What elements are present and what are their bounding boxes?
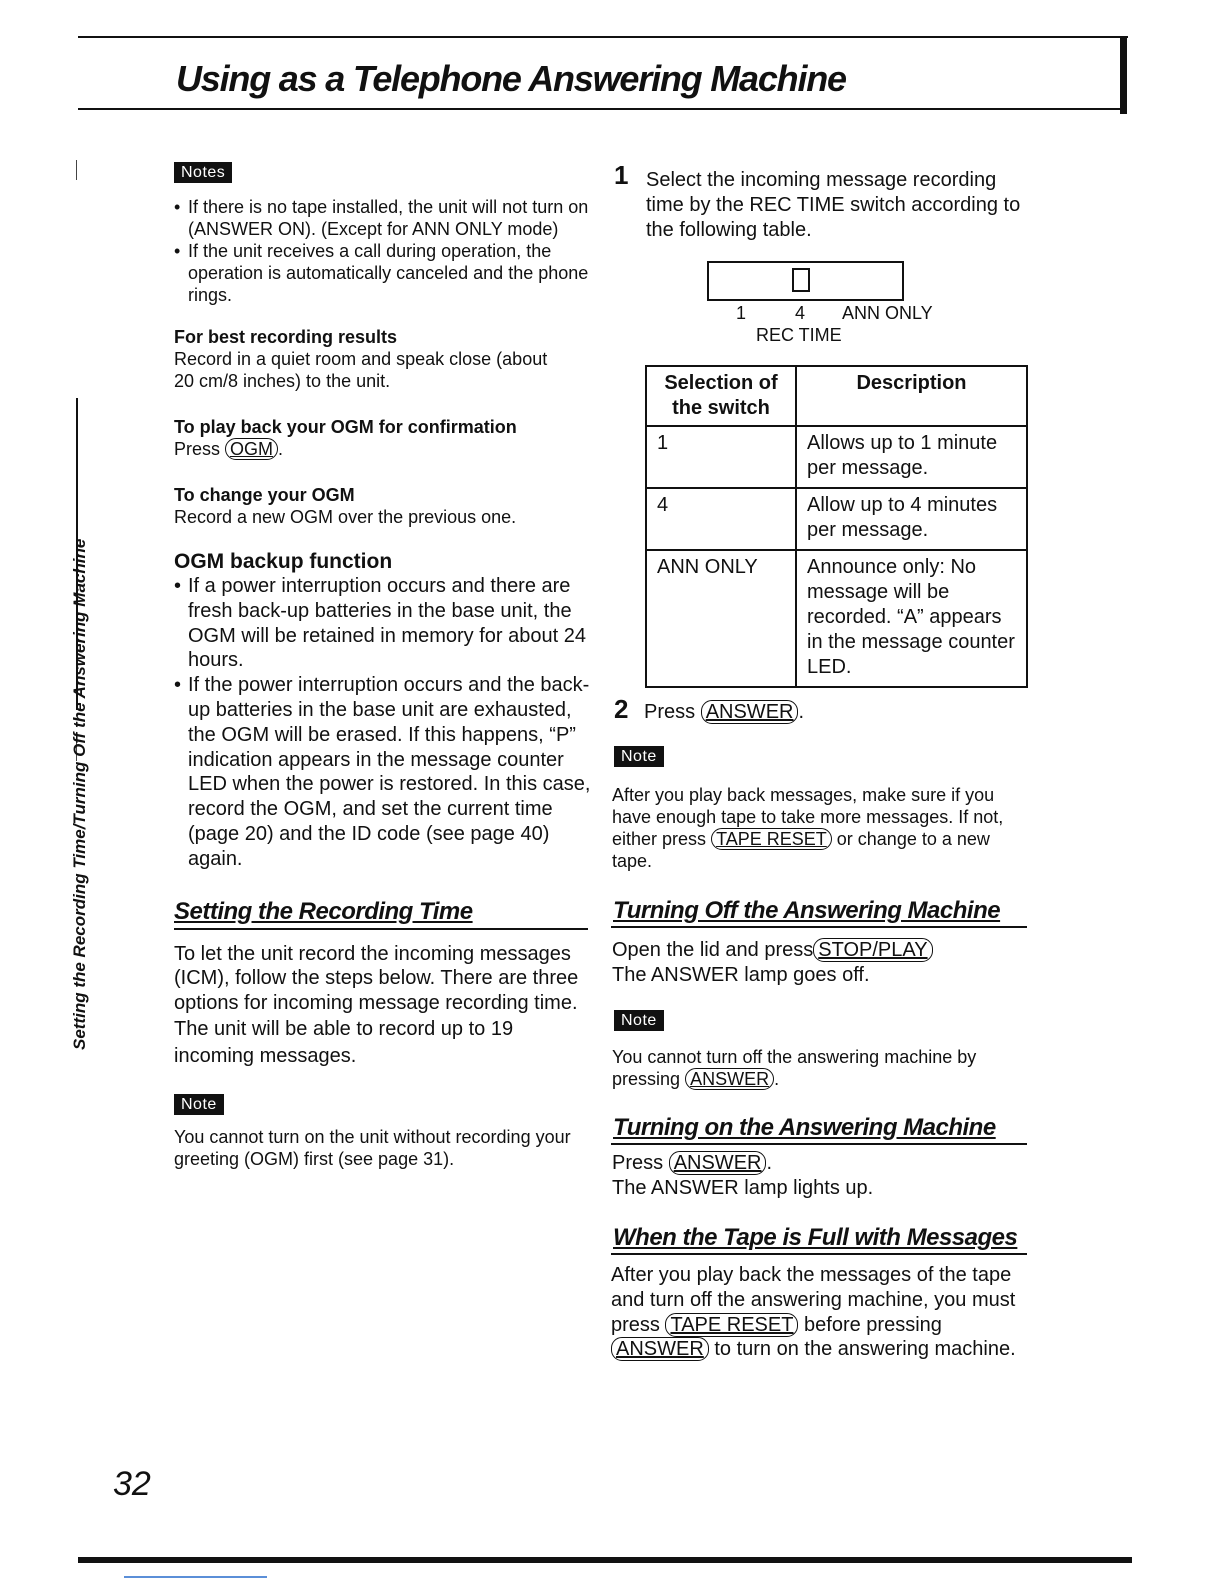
list-item: • If a power interruption occurs and there are fresh back-up batteries in the base unit, the OGM will be retained in memory for about 24 hours. bbox=[174, 574, 592, 673]
table-cell: ANN ONLY bbox=[646, 550, 796, 687]
scan-artifact-line bbox=[124, 1576, 267, 1578]
table-row bbox=[646, 426, 1027, 488]
setting-heading: Setting the Recording Time bbox=[174, 897, 473, 925]
step-1-text: Select the incoming message recording time by the REC TIME switch according to the following table. bbox=[646, 169, 1021, 241]
rec-time-table bbox=[645, 365, 1028, 688]
table-cell: Allows up to 1 minute per message. bbox=[796, 426, 1027, 488]
answer-key: ANSWER bbox=[701, 700, 799, 724]
table-header: Description bbox=[796, 366, 1027, 426]
heading-rule bbox=[611, 1143, 1027, 1145]
notes-badge: Notes bbox=[174, 162, 232, 183]
list-item: • If the unit receives a call during operation, the operation is automatically canceled and the phone rings. bbox=[174, 240, 594, 306]
step-2-text: Press ANSWER . bbox=[644, 701, 805, 723]
backup-heading: OGM backup function bbox=[174, 550, 393, 573]
playback-text: Press OGM . bbox=[174, 439, 284, 459]
playback-heading: To play back your OGM for confirmation bbox=[174, 417, 517, 437]
note-badge: Note bbox=[614, 746, 664, 767]
heading-rule bbox=[174, 928, 588, 930]
turning-on-heading: Turning on the Answering Machine bbox=[613, 1114, 996, 1141]
answer-key: ANSWER bbox=[669, 1151, 767, 1175]
tape-reset-key: TAPE RESET bbox=[665, 1313, 798, 1337]
tape-reset-key: TAPE RESET bbox=[711, 828, 832, 850]
best-results-heading: For best recording results bbox=[174, 327, 398, 347]
list-item: • If there is no tape installed, the unit will not turn on (ANSWER ON). (Except for ANN ONLY mode) bbox=[174, 196, 594, 240]
table-cell: Announce only: No message will be recorded. “A” appears in the message counter LED. bbox=[796, 550, 1027, 687]
tape-full-heading: When the Tape is Full with Messages bbox=[613, 1224, 1018, 1251]
answer-key: ANSWER bbox=[685, 1068, 774, 1090]
table-cell: 1 bbox=[646, 426, 796, 488]
list-item: • If the power interruption occurs and the back-up batteries in the base unit are exhausted, the OGM will be erased. If this happens, “P” indication appears in the message counter LED when the power is restored. In this case, record the OGM, and set the current time (page 20) and the ID code (see page 40) again. bbox=[174, 673, 592, 871]
switch-caption: REC TIME bbox=[756, 325, 842, 345]
note-text: You cannot turn on the unit without recording your greeting (OGM) first (see page 31). bbox=[174, 1126, 571, 1169]
change-ogm-heading: To change your OGM bbox=[174, 485, 355, 505]
table-row bbox=[646, 550, 1027, 687]
table-header-row bbox=[646, 366, 1027, 426]
step-2-number: 2 bbox=[614, 694, 629, 724]
table-row bbox=[646, 488, 1027, 550]
setting-text-2: The unit will be able to record up to 19 incoming messages. bbox=[174, 1017, 514, 1067]
page-number: 32 bbox=[113, 1465, 151, 1503]
switch-label-ann-only: ANN ONLY bbox=[842, 303, 933, 323]
heading-rule bbox=[611, 926, 1027, 928]
top-rule bbox=[78, 36, 1128, 38]
margin-tick bbox=[76, 160, 77, 180]
page-title: Using as a Telephone Answering Machine bbox=[176, 58, 846, 99]
notes-list bbox=[174, 196, 594, 306]
bottom-rule bbox=[78, 1557, 1132, 1563]
turning-off-heading: Turning Off the Answering Machine bbox=[613, 897, 1001, 924]
stop-play-key: STOP/PLAY bbox=[813, 938, 932, 962]
note-text: You cannot turn off the answering machine by pressing ANSWER . bbox=[612, 1047, 977, 1089]
note-text: After you play back messages, make sure if you have enough tape to take more messages. If not, either press TAPE RESET or change to a new tape. bbox=[612, 785, 1004, 871]
setting-text: To let the unit record the incoming messages (ICM), follow the steps below. There are three options for incoming message recording time. bbox=[174, 942, 579, 1015]
switch-label-1: 1 bbox=[736, 303, 747, 323]
turning-off-text: Open the lid and press STOP/PLAY The ANSWER lamp goes off. bbox=[612, 938, 1028, 988]
heading-rule bbox=[611, 1253, 1027, 1255]
side-tab-label: Setting the Recording Time/Turning Off the Answering Machine bbox=[70, 538, 89, 1050]
table-header: Selection of the switch bbox=[646, 366, 796, 426]
switch-label-4: 4 bbox=[795, 303, 806, 323]
table-cell: 4 bbox=[646, 488, 796, 550]
ogm-key: OGM bbox=[225, 438, 278, 460]
switch-knob bbox=[792, 268, 810, 292]
title-rule bbox=[78, 108, 1127, 110]
answer-key: ANSWER bbox=[611, 1337, 709, 1361]
note-badge: Note bbox=[614, 1010, 664, 1031]
change-ogm-text: Record a new OGM over the previous one. bbox=[174, 507, 517, 527]
step-1-number: 1 bbox=[614, 160, 629, 190]
note-badge: Note bbox=[174, 1094, 224, 1115]
best-results-text: Record in a quiet room and speak close (about 20 cm/8 inches) to the unit. bbox=[174, 349, 548, 391]
title-right-bar bbox=[1120, 36, 1127, 114]
tape-full-text: After you play back the messages of the tape and turn off the answering machine, you must press TAPE RESET before pressing ANSWER to turn on the answering machine. bbox=[611, 1264, 1016, 1361]
table-cell: Allow up to 4 minutes per message. bbox=[796, 488, 1027, 550]
turning-on-text: Press ANSWER . The ANSWER lamp lights up. bbox=[612, 1152, 874, 1199]
left-column bbox=[174, 164, 594, 1170]
backup-list bbox=[174, 574, 592, 872]
